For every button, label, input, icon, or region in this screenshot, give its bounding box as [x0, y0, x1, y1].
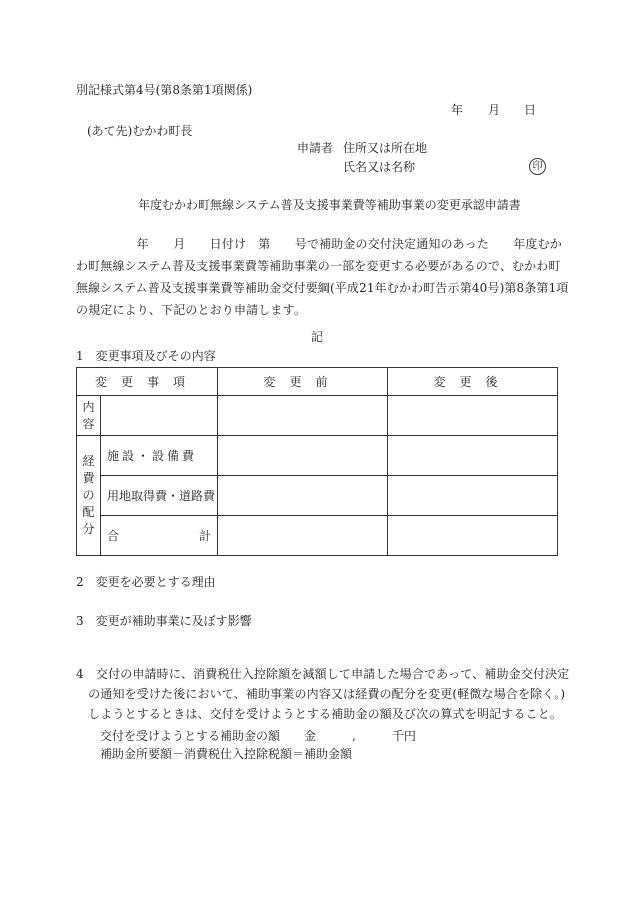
- facility-before-cell[interactable]: [218, 436, 388, 476]
- section-1-heading: 1 変更事項及びその内容: [76, 349, 216, 363]
- header-after: 変更後: [388, 368, 558, 396]
- table-row-facility: [77, 436, 558, 476]
- date-day: 日: [524, 103, 537, 117]
- content-before-cell[interactable]: [218, 396, 388, 436]
- content-label: 内 容: [77, 396, 101, 436]
- content-cell: [101, 396, 218, 436]
- section-2-heading: 2 変更を必要とする理由: [76, 575, 216, 589]
- date-year: 年: [451, 103, 464, 117]
- content-after-cell[interactable]: [388, 396, 558, 436]
- applicant-label: 申請者: [297, 141, 334, 155]
- expense-allocation-label: 経 費 の 配 分: [77, 436, 101, 556]
- subsidy-amount-line: 交付を受けようとする補助金の額 金 , 千円: [100, 729, 416, 743]
- table-row-content: [77, 396, 558, 436]
- total-after-cell[interactable]: [388, 516, 558, 556]
- section-4-line: しようとするときは、交付を受けようとする補助金の額及び次の算式を明記すること。: [76, 707, 563, 721]
- facility-after-cell[interactable]: [388, 436, 558, 476]
- facility-cost-label: 施設・設備費: [101, 436, 218, 476]
- seal-mark: 印: [529, 158, 546, 175]
- header-item: 変更事項: [77, 368, 218, 396]
- body-line: 無線システム普及支援事業費等補助金交付要綱(平成21年むかわ町告示第40号)第8条第1項: [76, 281, 569, 295]
- subsidy-formula-line: 補助金所要額－消費税仕入控除税額＝補助金額: [100, 747, 353, 761]
- section-3-heading: 3 変更が補助事業に及ぼす影響: [76, 614, 252, 628]
- addressee: (あて先)むかわ町長: [87, 124, 193, 138]
- change-table: [76, 367, 558, 556]
- header-before: 変更前: [218, 368, 388, 396]
- address-label: 住所又は所在地: [343, 141, 428, 155]
- body-paragraph: [76, 233, 569, 321]
- table-header-row: [77, 368, 558, 396]
- body-line: の規定により、下記のとおり申請します。: [76, 303, 306, 317]
- land-road-cost-label: 用地取得費・道路費: [101, 476, 218, 516]
- table-row-total: [77, 516, 558, 556]
- table-row-land: [77, 476, 558, 516]
- body-line: わ町無線システム普及支援事業費等補助事業の一部を変更する必要があるので、むかわ町: [76, 259, 561, 273]
- land-before-cell[interactable]: [218, 476, 388, 516]
- section-4-line: 4 交付の申請時に、消費税仕入控除額を減額して申請した場合であって、補助金交付決定: [76, 667, 570, 681]
- ki-heading: 記: [311, 330, 324, 344]
- section-4-line: の通知を受けた後において、補助事業の内容又は経費の配分を変更(軽微な場合を除く。): [76, 687, 566, 701]
- name-label: 氏名又は名称: [343, 160, 416, 174]
- document-title: 年度むかわ町無線システム普及支援事業費等補助事業の変更承認申請書: [138, 198, 521, 212]
- body-line: 年 月 日付け 第 号で補助金の交付決定通知のあった 年度むか: [76, 237, 562, 251]
- total-before-cell[interactable]: [218, 516, 388, 556]
- date-month: 月: [488, 103, 501, 117]
- total-label: 合 計: [101, 516, 218, 556]
- form-number: 別記様式第4号(第8条第1項関係): [76, 83, 253, 97]
- land-after-cell[interactable]: [388, 476, 558, 516]
- section-4-paragraph: [76, 664, 570, 724]
